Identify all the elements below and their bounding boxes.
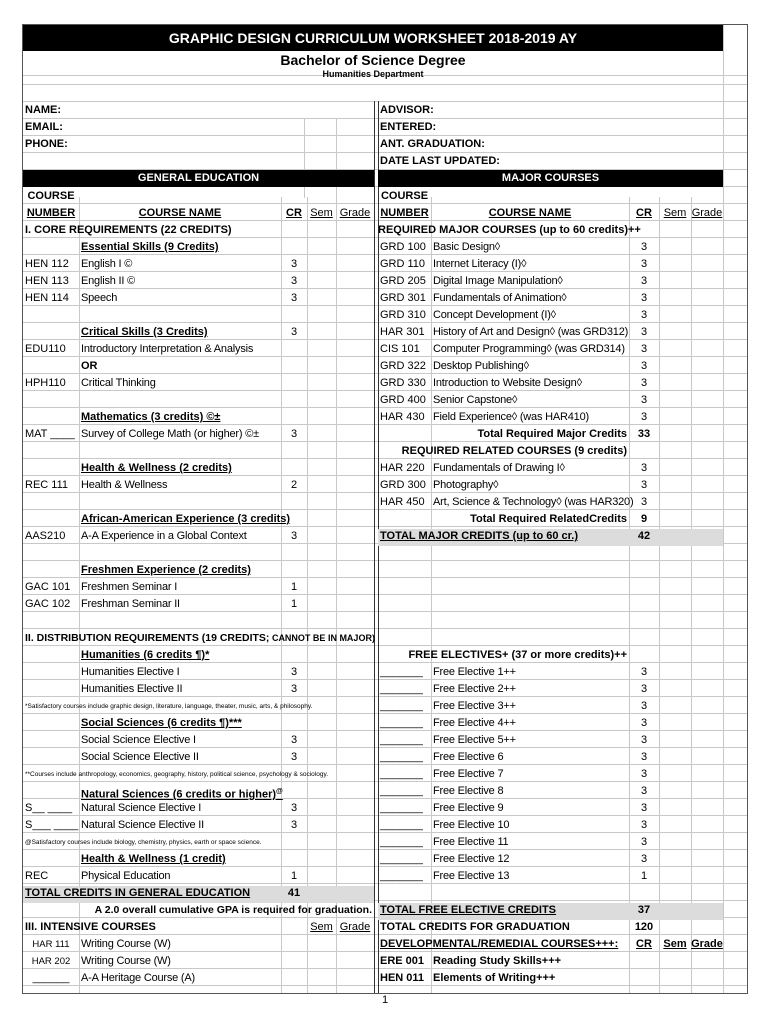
course-name: Free Elective 11	[433, 836, 509, 848]
course-name: Health & Wellness	[81, 479, 168, 491]
elective-blank: _______	[380, 734, 423, 746]
degree-subtitle: Bachelor of Science Degree	[280, 52, 466, 68]
humanities-note: *Satisfactory courses include graphic design, literature, language, theater, music, arts, & philosophy.	[25, 703, 313, 710]
total-gen-ed-value: 41	[287, 887, 301, 899]
course-credits: 3	[640, 700, 648, 712]
course-code: ______	[32, 972, 70, 984]
total-graduation-label: TOTAL CREDITS FOR GRADUATION	[380, 921, 570, 933]
major-col-number: NUMBER	[380, 207, 429, 219]
course-name: Free Elective 4++	[433, 717, 516, 729]
course-credits: 3	[290, 258, 298, 270]
course-name: Humanities Elective I	[81, 666, 180, 678]
course-credits: 1	[640, 870, 648, 882]
total-required-major-value: 33	[637, 428, 651, 440]
course-code: REC	[25, 870, 49, 882]
gen-col-cr: CR	[286, 207, 302, 219]
course-code: GAC 101	[25, 581, 71, 593]
course-code: HAR 301	[380, 326, 425, 338]
course-code: HEN 011	[380, 972, 425, 984]
page-number: 1	[381, 994, 389, 1006]
course-credits: 3	[290, 666, 298, 678]
course-code: AAS210	[25, 530, 66, 542]
course-credits: 3	[290, 734, 298, 746]
course-credits: 3	[640, 462, 648, 474]
curriculum-worksheet	[22, 24, 748, 994]
course-name: Basic Design◊	[433, 241, 501, 253]
department-label: Humanities Department	[322, 69, 424, 79]
course-name: Free Elective 12	[433, 853, 510, 865]
elective-blank: _______	[380, 683, 423, 695]
major-col-grade: Grade	[691, 207, 723, 219]
date-updated-field-label: DATE LAST UPDATED:	[380, 155, 500, 167]
total-required-major-label: Total Required Major Credits	[477, 428, 627, 440]
course-code: HAR 111	[32, 939, 70, 950]
total-related-label: Total Required RelatedCredits	[470, 513, 627, 525]
free-electives-heading: FREE ELECTIVES+ (37 or more credits)++	[408, 649, 627, 661]
course-credits: 3	[640, 411, 648, 423]
humanities-heading: Humanities (6 credits ¶)*	[81, 649, 210, 661]
course-code: GRD 100	[380, 241, 426, 253]
course-credits: 3	[640, 241, 648, 253]
course-credits: 3	[290, 275, 298, 287]
course-credits: 3	[640, 326, 648, 338]
course-credits: 3	[290, 530, 298, 542]
major-col-sem: Sem	[663, 207, 687, 219]
course-code: REC 111	[25, 479, 69, 491]
course-name: Social Science Elective II	[81, 751, 199, 763]
course-code: GRD 400	[380, 394, 426, 406]
course-credits: 3	[640, 275, 648, 287]
course-credits: 3	[640, 496, 648, 508]
course-code: HEN 114	[25, 292, 69, 304]
major-col-name: COURSE NAME	[488, 207, 572, 219]
course-name: Natural Science Elective II	[81, 819, 204, 831]
required-major-heading: REQUIRED MAJOR COURSES (up to 60 credits)++	[378, 224, 641, 236]
elective-blank: _______	[380, 836, 423, 848]
course-code: GRD 322	[380, 360, 426, 372]
course-name: Elements of Writing+++	[433, 972, 556, 984]
course-code: GRD 205	[380, 275, 426, 287]
course-credits: 3	[640, 734, 648, 746]
general-education-heading: GENERAL EDUCATION	[23, 170, 374, 187]
elective-blank: _______	[380, 700, 423, 712]
critical-skills-heading: Critical Skills (3 Credits)	[81, 326, 208, 338]
gen-col-grade: Grade	[339, 207, 371, 219]
course-credits: 3	[640, 819, 648, 831]
course-credits: 3	[640, 343, 648, 355]
course-code: S__ ____	[25, 802, 73, 814]
course-name: Desktop Publishing◊	[433, 360, 529, 372]
course-name: History of Art and Design◊ (was GRD312)	[433, 326, 629, 338]
health-wellness-heading: Health & Wellness (2 credits)	[81, 462, 232, 474]
course-credits: 3	[290, 802, 298, 814]
course-name: Speech	[81, 292, 118, 304]
elective-blank: _______	[380, 870, 423, 882]
course-credits: 3	[640, 394, 648, 406]
course-name: Free Elective 13	[433, 870, 510, 882]
african-american-heading: African-American Experience (3 credits)	[81, 513, 291, 525]
elective-blank: _______	[380, 751, 423, 763]
course-credits: 3	[640, 785, 648, 797]
course-name: Photography◊	[433, 479, 499, 491]
course-credits: 3	[640, 717, 648, 729]
intensive-col-grade: Grade	[339, 921, 371, 933]
course-name: Free Elective 1++	[433, 666, 516, 678]
developmental-col-cr: CR	[636, 938, 652, 950]
elective-blank: _______	[380, 666, 423, 678]
course-credits: 3	[640, 377, 648, 389]
course-credits: 3	[640, 666, 648, 678]
health-wellness-2-heading: Health & Wellness (1 credit)	[81, 853, 226, 865]
course-credits: 1	[290, 598, 298, 610]
course-code: HAR 202	[31, 956, 71, 967]
course-name: Internet Literacy (I)◊	[433, 258, 527, 270]
course-name: Free Elective 8	[433, 785, 504, 797]
total-major-value: 42	[637, 530, 651, 542]
course-name: Introductory Interpretation & Analysis	[81, 343, 254, 355]
total-related-value: 9	[640, 513, 648, 525]
course-code: ERE 001	[380, 955, 425, 967]
course-credits: 3	[290, 819, 298, 831]
developmental-col-grade: Grade	[691, 938, 723, 950]
or-label: OR	[81, 360, 98, 372]
course-credits: 3	[640, 802, 648, 814]
course-code: GRD 301	[380, 292, 426, 304]
course-code: HPH110	[25, 377, 66, 389]
course-credits: 3	[290, 292, 298, 304]
course-code: HEN 112	[25, 258, 69, 270]
developmental-label: DEVELOPMENTAL/REMEDIAL COURSES+++:	[380, 938, 619, 950]
course-code: MAT ____	[25, 428, 75, 440]
course-credits: 3	[640, 768, 648, 780]
phone-field-label: PHONE:	[25, 138, 68, 150]
social-sciences-heading: Social Sciences (6 credits ¶)***	[81, 717, 242, 729]
course-credits: 1	[290, 581, 298, 593]
course-code: EDU110	[25, 343, 66, 355]
course-name: Critical Thinking	[81, 377, 156, 389]
email-field-label: EMAIL:	[25, 121, 63, 133]
mathematics-heading: Mathematics (3 credits) ©±	[81, 411, 221, 423]
course-credits: 3	[290, 428, 298, 440]
natural-sciences-heading: Natural Sciences (6 credits or higher)@	[81, 788, 283, 801]
course-code: HEN 113	[25, 275, 69, 287]
course-credits: 3	[640, 836, 648, 848]
course-credits: 3	[640, 683, 648, 695]
course-credits: 1	[290, 870, 298, 882]
course-name: Humanities Elective II	[81, 683, 183, 695]
gen-col-sem: Sem	[310, 207, 333, 219]
course-name: Survey of College Math (or higher) ©±	[81, 428, 259, 440]
course-code: GRD 330	[380, 377, 426, 389]
worksheet-title: GRAPHIC DESIGN CURRICULUM WORKSHEET 2018-2019 AY	[23, 25, 723, 51]
total-major-label: TOTAL MAJOR CREDITS (up to 60 cr.)	[380, 530, 579, 542]
course-credits: 3	[290, 751, 298, 763]
course-code: CIS 101	[380, 343, 420, 355]
freshmen-heading: Freshmen Experience (2 credits)	[81, 564, 251, 576]
course-credits: 3	[640, 479, 648, 491]
course-name: Freshmen Seminar I	[81, 581, 178, 593]
course-name: English II ©	[81, 275, 136, 287]
graduation-field-label: ANT. GRADUATION:	[380, 138, 485, 150]
elective-blank: _______	[380, 717, 423, 729]
course-name: A-A Experience in a Global Context	[81, 530, 247, 542]
course-code: HAR 430	[380, 411, 425, 423]
major-courses-heading: MAJOR COURSES	[378, 170, 723, 187]
gen-col-course: COURSE	[27, 190, 75, 202]
course-name: Fundamentals of Animation◊	[433, 292, 567, 304]
gpa-note: A 2.0 overall cumulative GPA is required for graduation.	[94, 904, 372, 916]
course-name: Free Elective 10	[433, 819, 510, 831]
course-name: Natural Science Elective I	[81, 802, 202, 814]
course-name: Free Elective 6	[433, 751, 504, 763]
course-credits: 3	[640, 258, 648, 270]
total-graduation-value: 120	[634, 921, 654, 933]
total-free-electives-value: 37	[637, 904, 651, 916]
gen-col-name: COURSE NAME	[138, 207, 222, 219]
course-name: Senior Capstone◊	[433, 394, 518, 406]
gen-col-number: NUMBER	[26, 207, 76, 219]
elective-blank: _______	[380, 802, 423, 814]
course-name: Freshman Seminar II	[81, 598, 180, 610]
major-col-cr: CR	[636, 207, 652, 219]
course-name: Physical Education	[81, 870, 171, 882]
entered-field-label: ENTERED:	[380, 121, 437, 133]
course-name: Free Elective 2++	[433, 683, 516, 695]
course-name: Fundamentals of Drawing I◊	[433, 462, 565, 474]
course-name: Free Elective 5++	[433, 734, 516, 746]
course-name: Writing Course (W)	[81, 955, 171, 967]
elective-blank: _______	[380, 853, 423, 865]
course-name: A-A Heritage Course (A)	[81, 972, 195, 984]
course-code: HAR 450	[380, 496, 425, 508]
course-code: S___ ____	[25, 819, 79, 831]
course-name: Free Elective 7	[433, 768, 504, 780]
course-name: Social Science Elective I	[81, 734, 196, 746]
developmental-col-sem: Sem	[663, 938, 687, 950]
required-related-heading: REQUIRED RELATED COURSES (9 credits)	[401, 445, 627, 457]
course-credits: 3	[640, 309, 648, 321]
course-code: GAC 102	[25, 598, 71, 610]
course-credits: 3	[640, 853, 648, 865]
course-name: English I ©	[81, 258, 133, 270]
social-note: **Courses include anthropology, economics, geography, history, political science, psychology & sociology.	[25, 771, 329, 778]
elective-blank: _______	[380, 768, 423, 780]
course-name: Free Elective 9	[433, 802, 504, 814]
course-name: Free Elective 3++	[433, 700, 516, 712]
name-field-label: NAME:	[25, 104, 62, 116]
course-name: Concept Development (I)◊	[433, 309, 556, 321]
elective-blank: _______	[380, 785, 423, 797]
course-name: Field Experience◊ (was HAR410)	[433, 411, 589, 423]
course-credits: 3	[290, 683, 298, 695]
elective-blank: _______	[380, 819, 423, 831]
course-name: Writing Course (W)	[81, 938, 171, 950]
course-credits: 3	[290, 326, 298, 338]
total-free-electives-label: TOTAL FREE ELECTIVE CREDITS	[380, 904, 557, 916]
course-code: HAR 220	[380, 462, 425, 474]
course-name: Reading Study Skills+++	[433, 955, 562, 967]
course-name: Computer Programming◊ (was GRD314)	[433, 343, 625, 355]
course-credits: 2	[290, 479, 298, 491]
major-col-course: COURSE	[380, 190, 429, 202]
essential-skills-heading: Essential Skills (9 Credits)	[81, 241, 219, 253]
natural-note: @Satisfactory courses include biology, chemistry, physics, earth or space science.	[25, 839, 262, 846]
course-credits: 3	[640, 360, 648, 372]
intensive-courses-heading: III. INTENSIVE COURSES	[25, 921, 156, 933]
distribution-heading: II. DISTRIBUTION REQUIREMENTS (19 CREDITS; CANNOT BE IN MAJOR)	[25, 632, 375, 644]
course-credits: 3	[640, 292, 648, 304]
intensive-col-sem: Sem	[310, 921, 333, 933]
total-gen-ed-label: TOTAL CREDITS IN GENERAL EDUCATION	[25, 887, 251, 899]
core-requirements-heading: I. CORE REQUIREMENTS (22 CREDITS)	[25, 224, 232, 236]
course-code: GRD 300	[380, 479, 426, 491]
course-name: Introduction to Website Design◊	[433, 377, 582, 389]
course-credits: 3	[640, 751, 648, 763]
course-code: GRD 110	[380, 258, 426, 270]
course-code: GRD 310	[380, 309, 426, 321]
course-name: Digital Image Manipulation◊	[433, 275, 563, 287]
advisor-field-label: ADVISOR:	[380, 104, 434, 116]
course-name: Art, Science & Technology◊ (was HAR320)	[433, 496, 634, 508]
